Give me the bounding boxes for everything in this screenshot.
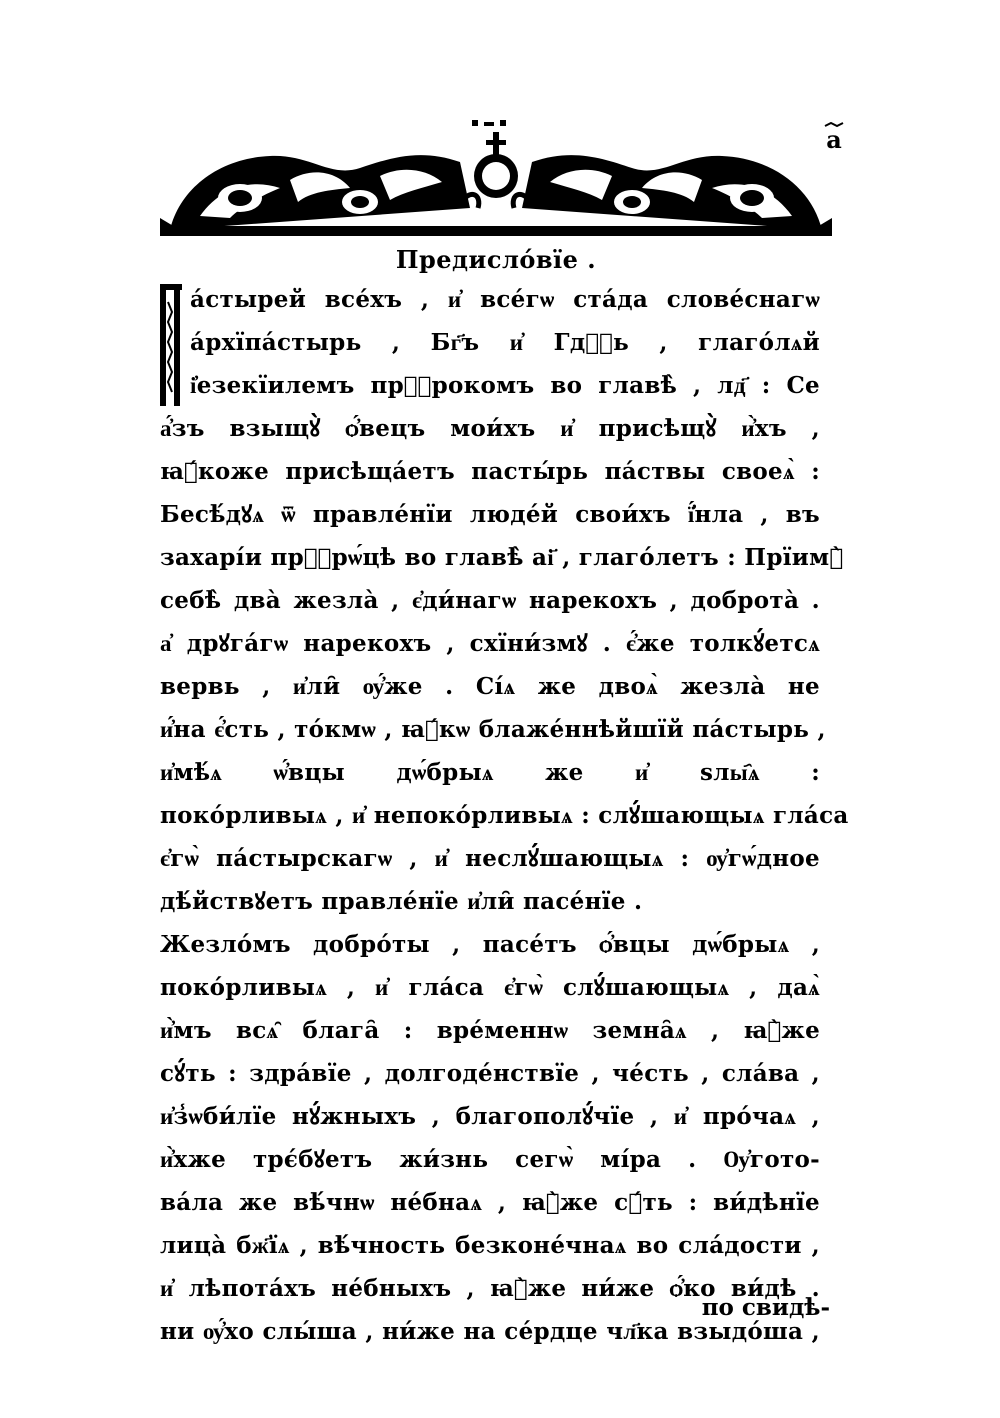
- text-line: дѣ́йствꙋетъ правле́нїе и҆ли̑ пасе́нїе .: [160, 888, 643, 915]
- text-line: сꙋ́ть : здра́вїе , долгоде́нствїе , че́сть , сла́ва ,: [160, 1060, 820, 1087]
- text-line: себѣ̀ два̀ жезла̀ , є҆ди́нагѡ нарекохъ , доброта̀ .: [160, 587, 820, 614]
- text-line: и҆̀хже трє́бꙋетъ жи́знь сегѡ̀ мі́ра . Ѹ҆гото-: [160, 1146, 820, 1173]
- text-line: поко́рливыѧ , и҆ гла́са є҆гѡ̀ слꙋ́шающыѧ , даѧ̀: [160, 974, 820, 1001]
- text-line: а҆́зъ взыщꙋ̀ ѻ҆́вецъ мои́хъ и҆ присѣщꙋ̀ и҆̀хъ ,: [160, 415, 820, 442]
- text-line: вервь , и҆ли̑ ѹ҆́же . Сі́ѧ же двоѧ̀ жезла̀ не: [160, 673, 820, 700]
- catchword: по свидѣ-: [701, 1294, 830, 1321]
- text-line: и҆̀мъ всѧ̑ блага̑ : вре́меннѡ земна̑ѧ , ꙗ҆̀же: [160, 1017, 820, 1044]
- page-heading: Предисло́вїе .: [395, 245, 597, 274]
- text-line: и҆́на є҆́сть , то́кмѡ , ꙗ҆́кѡ блаже́ннѣйшїй па́стырь ,: [160, 716, 826, 743]
- text-line: а҆ дрꙋга́гѡ нарекохъ , схїни́змꙋ . є҆́же толкꙋ́етсѧ: [160, 630, 820, 657]
- ornamental-headpiece: [160, 118, 832, 236]
- text-line: є҆гѡ̀ па́стырскагѡ , и҆ неслꙋ́шающыѧ : ѹ҆гѡ́дное: [160, 845, 820, 872]
- text-line: лица̀ бж҃їѧ , вѣ́чность безконе́чнаѧ во сла́дости ,: [160, 1232, 820, 1259]
- text-line: и҆мѣ́ѧ ѡ҆́вцы дѡ́брыѧ же и҆ ѕлы҄ѧ :: [160, 759, 820, 786]
- body-text: [160, 278, 849, 1353]
- text-line: а́стырей все́хъ , и҆ все́гѡ ста́да слове́снагѡ: [190, 286, 820, 313]
- text-line: и҆ лѣпота́хъ не́бныхъ , ꙗ҆̀же ни́же ѻ҆́ко ви́дѣ .: [160, 1275, 820, 1302]
- text-line: поко́рливыѧ , и҆ непоко́рливыѧ : слꙋ́шающыѧ гла́са: [160, 802, 849, 829]
- text-line: а́рхїпа́стырь , Бг҃ъ и҆ Гдⷭ҇ь , глаго́лѧй: [190, 329, 820, 356]
- text-line: ни ѹ҆́хо слы́ша , ни́же на се́рдце чл҃ка взыдо́ша ,: [160, 1318, 820, 1345]
- text-line: захарі́и прⷪ҇рѡ́цѣ во главѣ̀ аі҃ , глаго́летъ : Прїимꙋ̀: [160, 544, 844, 571]
- text-line: Бесѣ́дꙋѧ ѿ правле́нїи люде́й свои́хъ ї҆́нла , въ: [160, 501, 820, 528]
- folio-letter: а: [826, 125, 842, 154]
- text-line: ꙗ҆́коже присѣща́етъ пасты́рь па́ствы своеѧ̀ :: [160, 458, 820, 485]
- text-line: ва́ла же вѣ́чнѡ не́бнаѧ , ꙗ҆̀же сꙋ́ть : ви́дѣнїе: [160, 1189, 820, 1216]
- text-line: Жезло́мъ добро́ты , пасе́тъ ѻ҆́вцы дѡ́брыѧ ,: [160, 931, 820, 958]
- text-line: і҆езекїилемъ прⷪ҇рокомъ во главѣ̀ , лд҃ : Се: [190, 372, 820, 399]
- folio-number: [820, 122, 848, 152]
- text-line: и҆з̾ѡби́лїе нꙋ́жныхъ , благополꙋ́чїе , и҆ про́чаѧ ,: [160, 1103, 820, 1130]
